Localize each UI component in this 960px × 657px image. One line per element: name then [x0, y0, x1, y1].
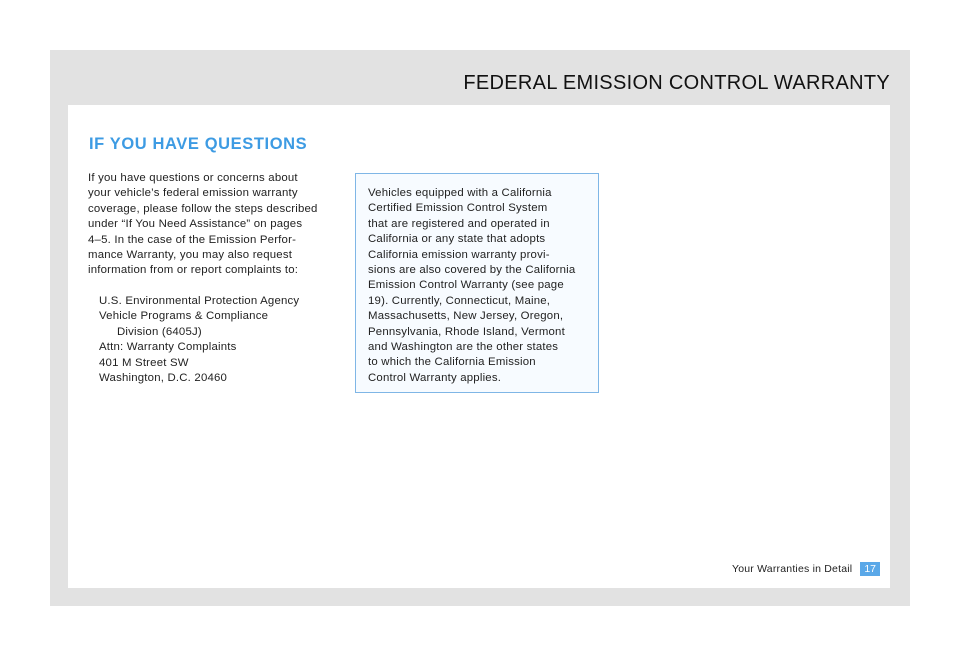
address-block	[99, 294, 349, 386]
california-line: Certified Emission Control System	[368, 202, 548, 215]
california-line: that are registered and operated in	[368, 217, 550, 230]
intro-line: under “If You Need Assistance” on pages	[88, 218, 303, 231]
intro-line: If you have questions or concerns about	[88, 172, 298, 184]
california-line: Pennsylvania, Rhode Island, Vermont	[368, 325, 565, 338]
california-line: Vehicles equipped with a California	[368, 187, 552, 199]
intro-paragraph	[88, 171, 360, 279]
california-line: to which the California Emission	[368, 356, 536, 369]
content-panel	[68, 105, 890, 588]
intro-line: coverage, please follow the steps described	[88, 202, 318, 215]
california-line: sions are also covered by the California	[368, 264, 576, 277]
california-line: California emission warranty provi-	[368, 248, 550, 261]
california-line: and Washington are the other states	[368, 341, 559, 354]
california-line: 19). Currently, Connecticut, Maine,	[368, 294, 551, 307]
page-footer	[732, 562, 880, 576]
california-line: California or any state that adopts	[368, 233, 546, 246]
address-attn: Attn: Warranty Complaints	[99, 341, 237, 354]
address-program: Vehicle Programs & Compliance	[99, 310, 269, 323]
address-city: Washington, D.C. 20460	[99, 372, 228, 385]
address-street: 401 M Street SW	[99, 356, 189, 369]
section-heading: IF YOU HAVE QUESTIONS	[89, 135, 308, 153]
document-title: FEDERAL EMISSION CONTROL WARRANTY	[463, 72, 890, 94]
california-line: Control Warranty applies.	[368, 371, 502, 384]
page-number-badge: 17	[860, 562, 880, 576]
california-warranty-text	[368, 186, 588, 386]
page-frame	[50, 50, 910, 606]
intro-line: 4–5. In the case of the Emission Perfor-	[88, 233, 297, 246]
california-warranty-box	[355, 173, 599, 393]
intro-line: mance Warranty, you may also request	[88, 249, 293, 262]
california-line: Massachusetts, New Jersey, Oregon,	[368, 310, 564, 323]
address-agency: U.S. Environmental Protection Agency	[99, 295, 300, 307]
intro-line: information from or report complaints to:	[88, 264, 299, 277]
intro-line: your vehicle’s federal emission warranty	[88, 187, 298, 200]
footer-section-label: Your Warranties in Detail	[731, 563, 853, 575]
address-division: Division (6405J)	[117, 325, 202, 338]
california-line: Emission Control Warranty (see page	[368, 279, 564, 292]
